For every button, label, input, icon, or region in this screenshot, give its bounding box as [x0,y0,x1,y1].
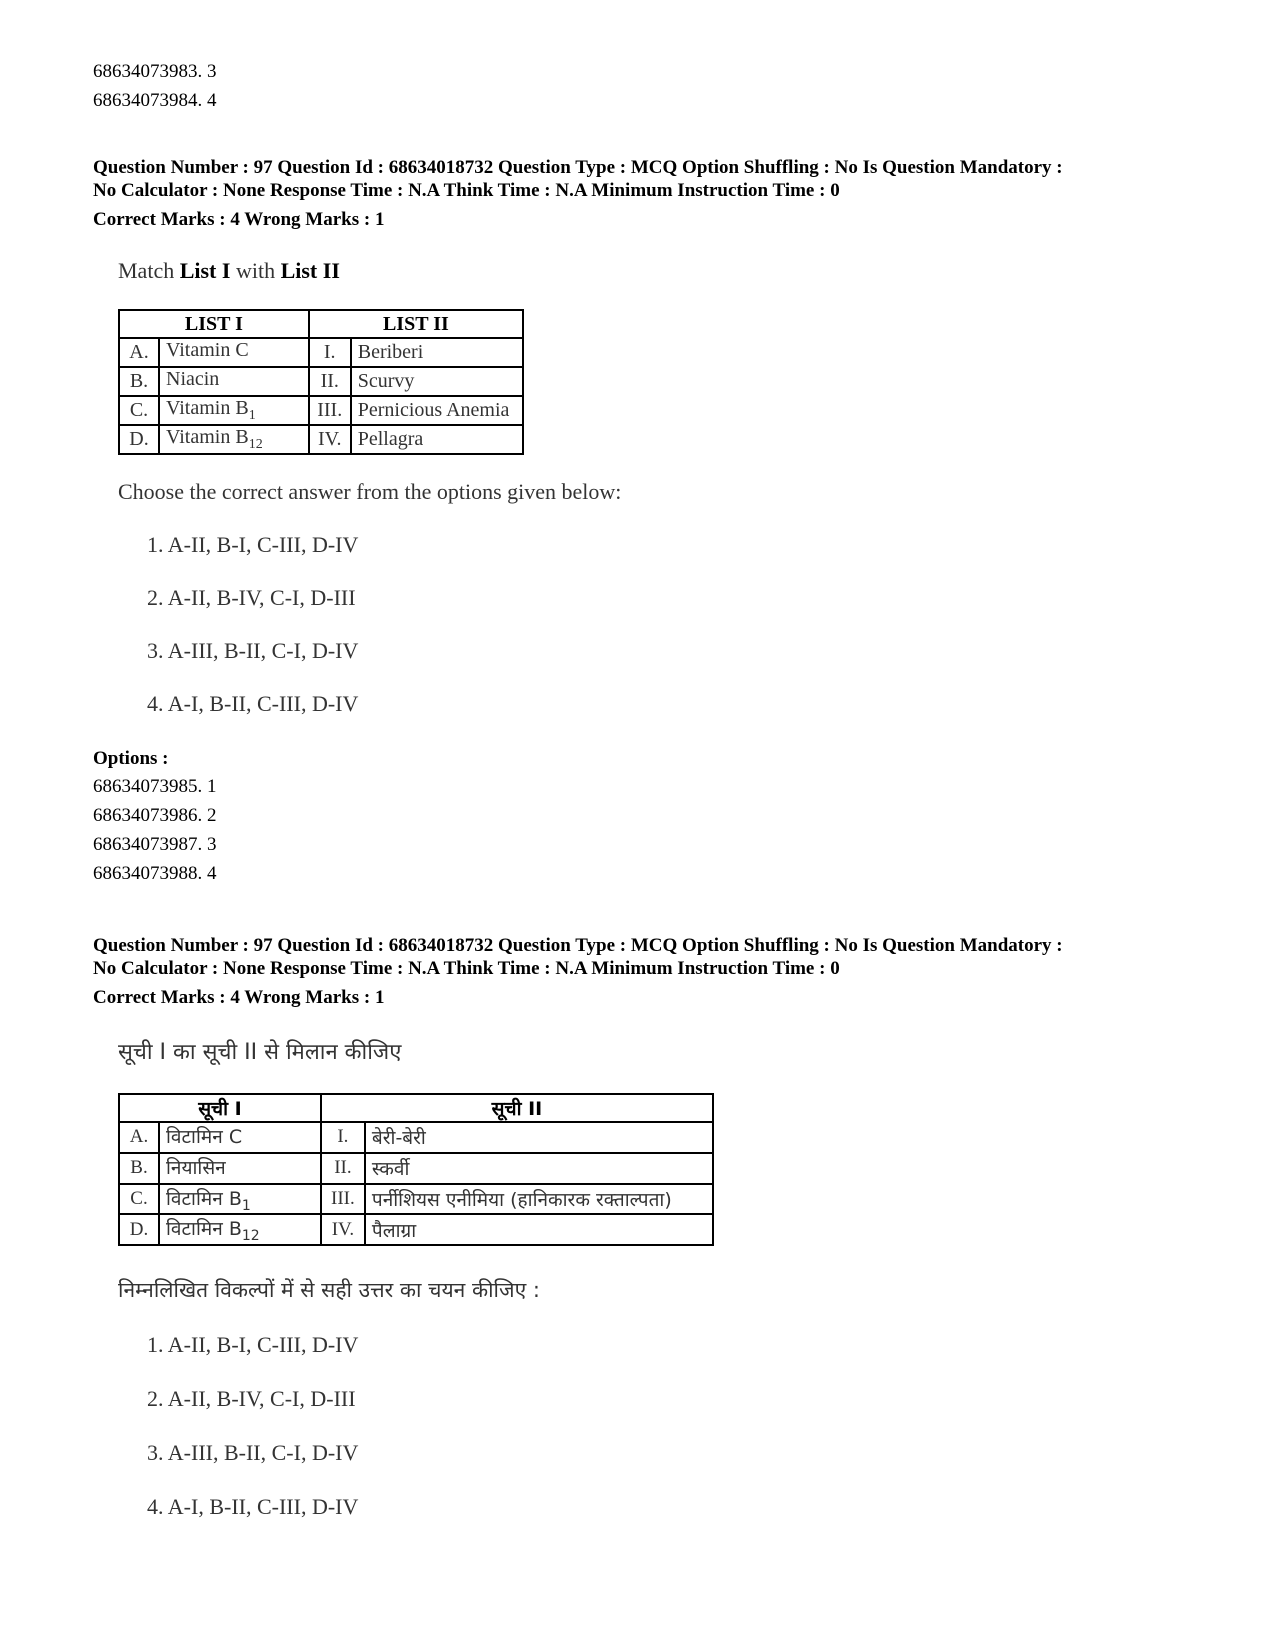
answer-option: 2. A-II, B-IV, C-I, D-III [147,585,356,610]
table-header-row [119,1094,713,1122]
question-meta [93,156,1203,202]
answer-option: 1. A-II, B-I, C-III, D-IV [147,1332,359,1357]
table-row [119,396,523,425]
list-i-item: Vitamin $B_1$ [159,396,309,425]
row-roman: IV. [321,1214,365,1245]
top-option-ids [93,57,217,115]
list-i-item: विटामिन $B_{12}$ [159,1214,321,1245]
meta-line: Question Number : 97 Question Id : 68634018732 Question Type : MCQ Option Shuffling : No Is Question Mandatory : [93,935,1063,956]
list-ii-item: पैलाग्रा [365,1214,713,1245]
answer-option: 4. A-I, B-II, C-III, D-IV [147,691,359,716]
list-ii-item: Pellagra [351,425,523,454]
list-i-item: विटामिन $B_1$ [159,1184,321,1215]
option-id-line: 68634073984. 4 [93,90,217,111]
match-table [118,309,524,455]
list-i-item: Vitamin C [159,338,309,367]
table-row [119,1184,713,1215]
option-ids [93,772,217,888]
row-letter: A. [119,338,159,367]
row-roman: I. [309,338,351,367]
list-ii-item: बेरी-बेरी [365,1122,713,1153]
row-letter: B. [119,367,159,396]
row-roman: III. [309,396,351,425]
answer-option: 4. A-I, B-II, C-III, D-IV [147,1494,359,1519]
option-id-line: 68634073986. 2 [93,805,217,826]
answer-option: 1. A-II, B-I, C-III, D-IV [147,532,359,557]
question-meta [93,934,1203,980]
list-ii-item: स्कर्वी [365,1153,713,1184]
table-row [119,1122,713,1153]
question-intro: Match List I with List II [118,258,340,283]
match-table [118,1093,714,1246]
list-i-item: नियासिन [159,1153,321,1184]
row-roman: III. [321,1184,365,1215]
row-roman: I. [321,1122,365,1153]
answer-option: 2. A-II, B-IV, C-I, D-III [147,1386,356,1411]
list-i-header: सूची I [119,1094,321,1122]
row-letter: C. [119,396,159,425]
table-row [119,425,523,454]
row-roman: II. [309,367,351,396]
row-roman: IV. [309,425,351,454]
table-row [119,1153,713,1184]
row-letter: B. [119,1153,159,1184]
list-ii-item: Beriberi [351,338,523,367]
table-row [119,367,523,396]
meta-line: Question Number : 97 Question Id : 68634018732 Question Type : MCQ Option Shuffling : No Is Question Mandatory : [93,157,1063,178]
row-letter: D. [119,1214,159,1245]
list-ii-item: Scurvy [351,367,523,396]
table-header-row [119,310,523,338]
list-ii-item: Pernicious Anemia [351,396,523,425]
list-i-header: LIST I [119,310,309,338]
row-letter: C. [119,1184,159,1215]
answer-option: 3. A-III, B-II, C-I, D-IV [147,1440,359,1465]
meta-line: No Calculator : None Response Time : N.A Think Time : N.A Minimum Instruction Time : 0 [93,180,840,201]
option-id-line: 68634073983. 3 [93,61,217,82]
choose-instruction: निम्नलिखित विकल्पों में से सही उत्तर का चयन कीजिए : [118,1278,540,1302]
meta-line: No Calculator : None Response Time : N.A Think Time : N.A Minimum Instruction Time : 0 [93,958,840,979]
row-letter: D. [119,425,159,454]
answer-option: 3. A-III, B-II, C-I, D-IV [147,638,359,663]
row-roman: II. [321,1153,365,1184]
option-id-line: 68634073987. 3 [93,834,217,855]
list-ii-item: पर्नीशियस एनीमिया (हानिकारक रक्ताल्पता) [365,1184,713,1215]
marks-line: Correct Marks : 4 Wrong Marks : 1 [93,209,385,230]
options-label: Options : [93,748,169,769]
row-letter: A. [119,1122,159,1153]
choose-instruction: Choose the correct answer from the options given below: [118,479,622,504]
list-i-item: Vitamin $B_{12}$ [159,425,309,454]
table-row [119,1214,713,1245]
option-id-line: 68634073988. 4 [93,863,217,884]
table-row [119,338,523,367]
list-ii-header: LIST II [309,310,523,338]
question-intro: सूची I का सूची II से मिलान कीजिए [118,1040,402,1065]
list-i-item: विटामिन C [159,1122,321,1153]
option-id-line: 68634073985. 1 [93,776,217,797]
list-ii-header: सूची II [321,1094,713,1122]
marks-line: Correct Marks : 4 Wrong Marks : 1 [93,987,385,1008]
list-i-item: Niacin [159,367,309,396]
